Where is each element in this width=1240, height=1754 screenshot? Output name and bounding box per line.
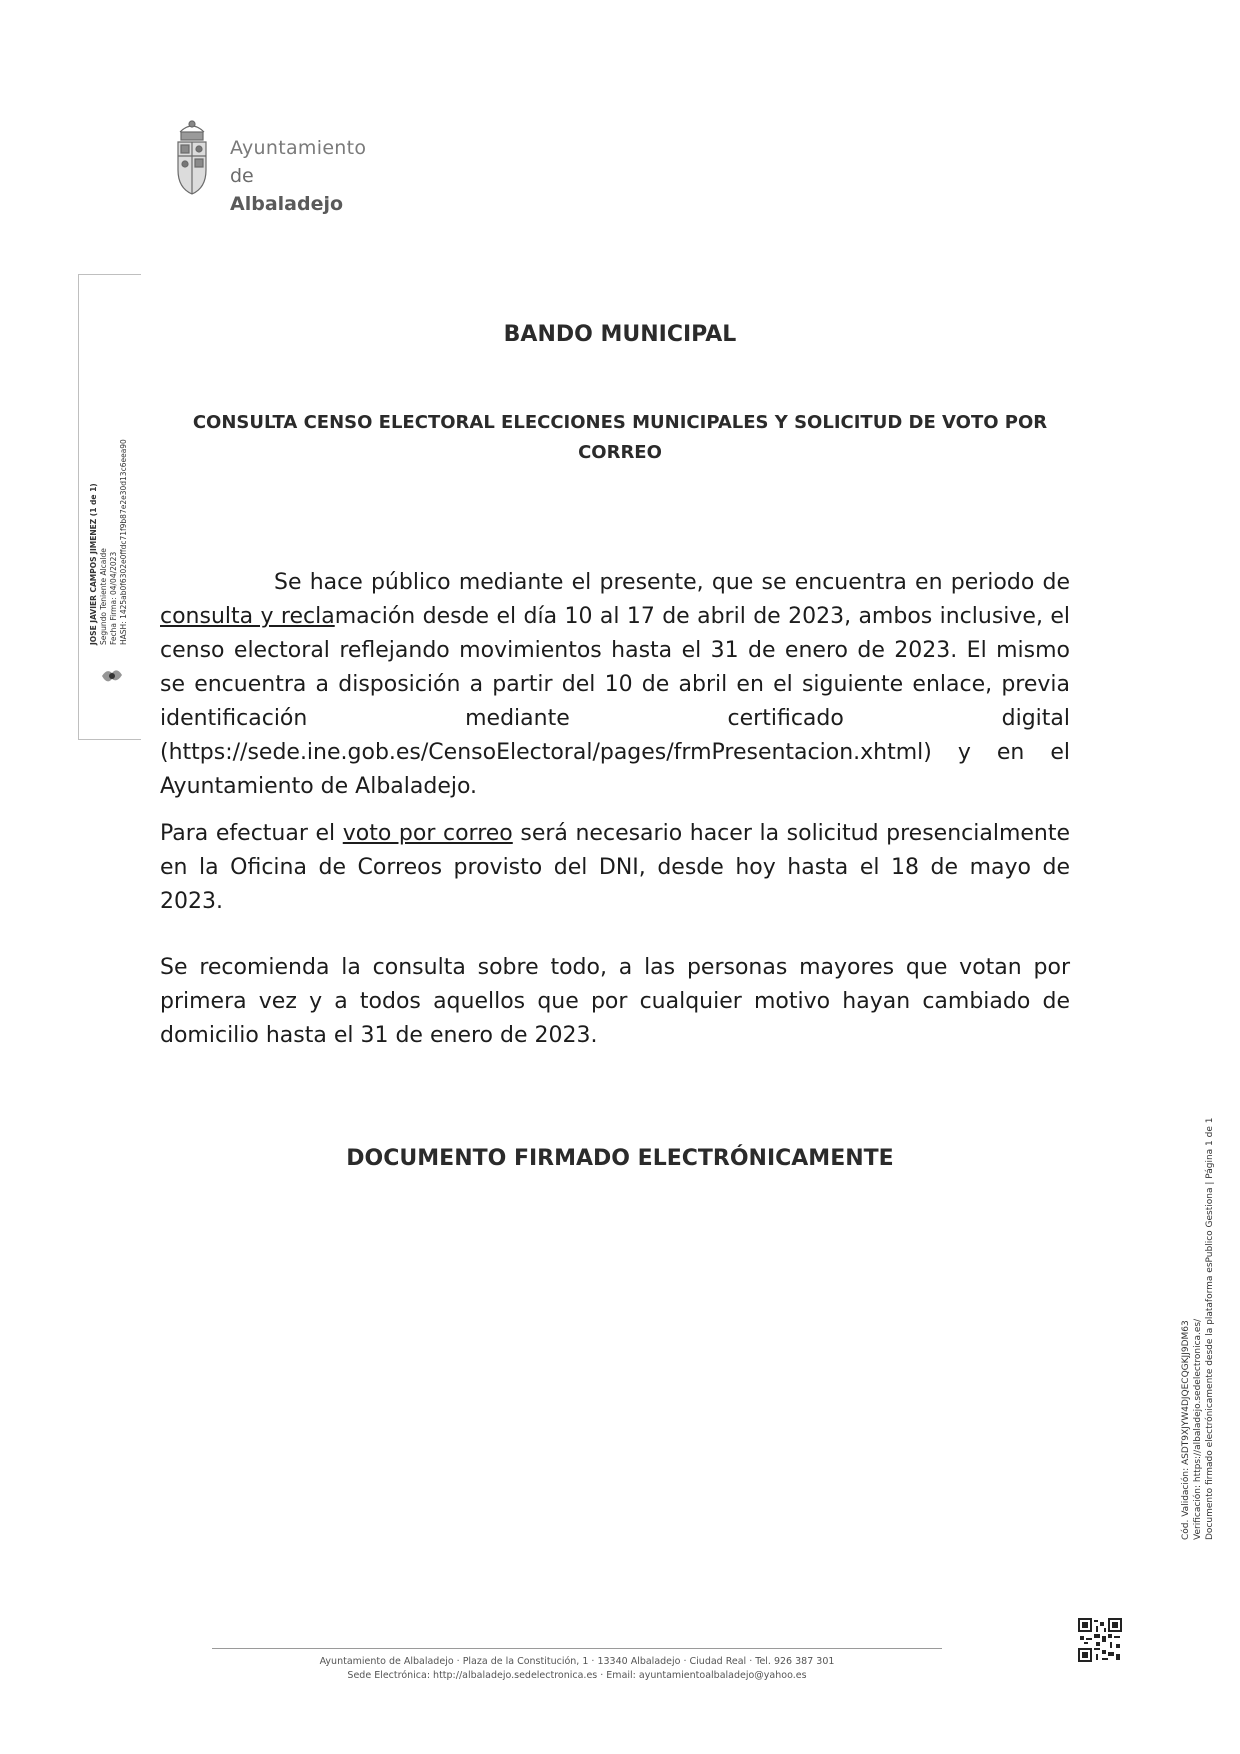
paragraph-consultation: Se hace público mediante el presente, que se encuentra en periodo de consulta y reclamación desde el día 10 al 17 de abril de 2023, ambos inclusive, el censo electoral reflejando movimientos hasta el 31 de enero de 2023. El mismo se encuentra a disposición a partir del 10 de abril en el siguiente enlace, previa identificación mediante certificado digital (https://sede.ine.gob.es/CensoElectoral/pages/frmPresentacion.xhtml) y en el Ayuntamiento de Albaladejo. (160, 570, 1070, 799)
footer-contact: Sede Electrónica: http://albaladejo.sedelectronica.es · Email: ayuntamientoalbaladejo@yahoo.es (347, 1670, 807, 1681)
signer-role: Segundo Teniente Alcalde (99, 548, 108, 645)
underlined-consultation: consulta y recla (160, 604, 335, 629)
footer-divider (212, 1648, 942, 1649)
validation-url: Verificación: https://albaladejo.sedelectronica.es/ (1193, 1318, 1203, 1540)
qr-code-icon (1078, 1618, 1122, 1662)
validation-info (1180, 1117, 1220, 1540)
validation-platform: Documento firmado electrónicamente desde la plataforma esPublico Gestiona | Página 1 de 1 (1205, 1117, 1215, 1540)
page-title: BANDO MUNICIPAL (503, 322, 737, 347)
paragraph-postal-vote: Para efectuar el voto por correo será necesario hacer la solicitud presencialmente en la Oficina de Correos provisto del DNI, desde hoy hasta el 18 de mayo de 2023. (160, 821, 1071, 914)
signature-box (78, 274, 141, 740)
organization-line1: Ayuntamiento (230, 137, 367, 159)
signature-date: Fecha Firma: 04/04/2023 (109, 551, 118, 645)
signature-details (89, 245, 129, 645)
subtitle-line1: CONSULTA CENSO ELECTORAL ELECCIONES MUNICIPALES Y SOLICITUD DE VOTO POR (192, 412, 1048, 433)
page-subtitle (160, 408, 1080, 468)
paragraph-recommendation: Se recomienda la consulta sobre todo, a las personas mayores que votan por primera vez y a todos aquellos que por cualquier motivo hayan cambiado de domicilio hasta el 31 de enero de 2023. (160, 955, 1070, 1048)
stamp-icon (99, 663, 125, 689)
signer-name: JOSE JAVIER CAMPOS JIMENEZ (1 de 1) (89, 483, 98, 645)
organization-name (230, 134, 372, 218)
crest-icon (172, 118, 212, 200)
underlined-postal-vote: voto por correo (342, 821, 513, 846)
municipal-logo (172, 118, 372, 215)
organization-line2: de Albaladejo (230, 165, 344, 215)
subtitle-line2: CORREO (578, 442, 662, 463)
validation-code: Cód. Validación: ASDT9XJYW4DJQECQGKJJ9DM63 (1181, 1320, 1191, 1540)
signed-notice: DOCUMENTO FIRMADO ELECTRÓNICAMENTE (346, 1146, 894, 1171)
signature-hash: HASH: 1425ab0f6302e0ffdc71f9b87e2e30d13c6eea90 (119, 439, 128, 645)
organization-town: Albaladejo (230, 193, 344, 215)
footer-address: Ayuntamiento de Albaladejo · Plaza de la Constitución, 1 · 13340 Albaladejo · Ciudad Real · Tel. 926 387 301 (319, 1656, 835, 1667)
